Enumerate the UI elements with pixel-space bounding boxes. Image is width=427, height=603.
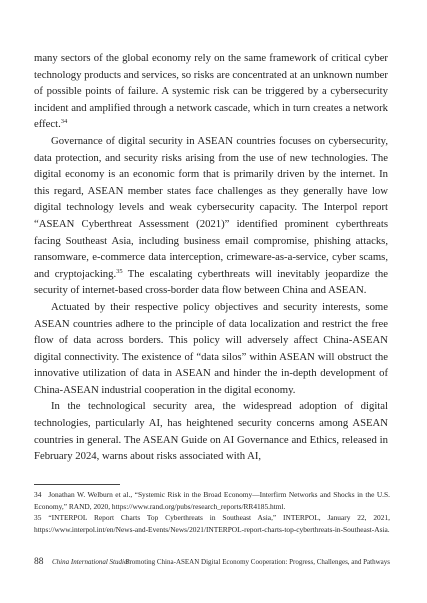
running-title: Promoting China-ASEAN Digital Economy Cooperation: Progress, Challenges, and Pathways [125, 558, 390, 566]
footnote-number: 35 [34, 513, 42, 523]
paragraph-2-text-after: The escalating cyberthreats will inevitably jeopardize the security of internet-based cross-border data flow between China and ASEAN. [34, 267, 388, 297]
page-footer [34, 556, 390, 568]
paragraph-3 [34, 299, 388, 399]
journal-name: China International Studies [52, 558, 130, 566]
paragraph-4-text: In the technological security area, the widespread adoption of digital technologies, particularly AI, has heightened security concerns among ASEAN countries in general. The ASEAN Guide on AI Governance and Ethics, released in February 2024, warns about risks associated with AI, [34, 400, 388, 463]
paragraph-1 [34, 50, 388, 133]
footnote-ref-35[interactable]: 35 [116, 267, 123, 275]
paragraph-1-text: many sectors of the global economy rely on the same framework of critical cyber technology products and services, so risks are concentrated at an unknown number of possible points of failure. A systemic risk can be triggered by a cybersecurity incident and amplified through a network cascade, which in turn creates a network effect. [34, 52, 388, 131]
footnotes [34, 489, 390, 535]
footnote-text: Jonathan W. Welburn et al., “Systemic Risk in the Broad Economy—Interfirm Networks and Shocks in the U.S. Economy,” RAND, 2020, https://www.rand.org/pubs/research_reports/RR4185.html. [34, 490, 390, 511]
main-text [34, 50, 388, 465]
footnote-text: “INTERPOL Report Charts Top Cyberthreats in Southeast Asia,” INTERPOL, January 22, 2021, https://www.interpol.int/en/News-and-Events/News/2021/INTERPOL-report-charts-top-cyberthreats-in-Southeast-Asia. [34, 513, 390, 534]
footnote-35 [34, 512, 390, 535]
page-number: 88 [34, 557, 44, 567]
footnote-34 [34, 489, 390, 512]
paragraph-2-text: Governance of digital security in ASEAN countries focuses on cybersecurity, data protection, and security risks arising from the use of new technologies. The digital economy is an economic form that is primarily driven by the internet. In this regard, ASEAN member states face challenges as they generally have low digital technology levels and weak cybersecurity capacity. The Interpol report “ASEAN Cyberthreat Assessment (2021)” identified prominent cyberthreats facing Southeast Asia, including business email compromise, phishing attacks, ransomware, e-commerce data interception, crimeware-as-a-service, cyber scams, and cryptojacking. [34, 134, 388, 280]
paragraph-2 [34, 133, 388, 299]
footnote-divider [34, 484, 120, 485]
footnote-number: 34 [34, 490, 42, 499]
paragraph-3-text: Actuated by their respective policy objectives and security interests, some ASEAN countries adhere to the principle of data localization and restrict the free flow of data across borders. This policy will adversely affect China-ASEAN digital connectivity. The existence of “data silos” within ASEAN will obstruct the innovative utilization of data in ASEAN and hinder the in-depth development of China-ASEAN industrial cooperation in the digital economy. [34, 300, 388, 396]
footnote-ref-34[interactable]: 34 [60, 118, 68, 126]
paragraph-4 [34, 398, 388, 464]
